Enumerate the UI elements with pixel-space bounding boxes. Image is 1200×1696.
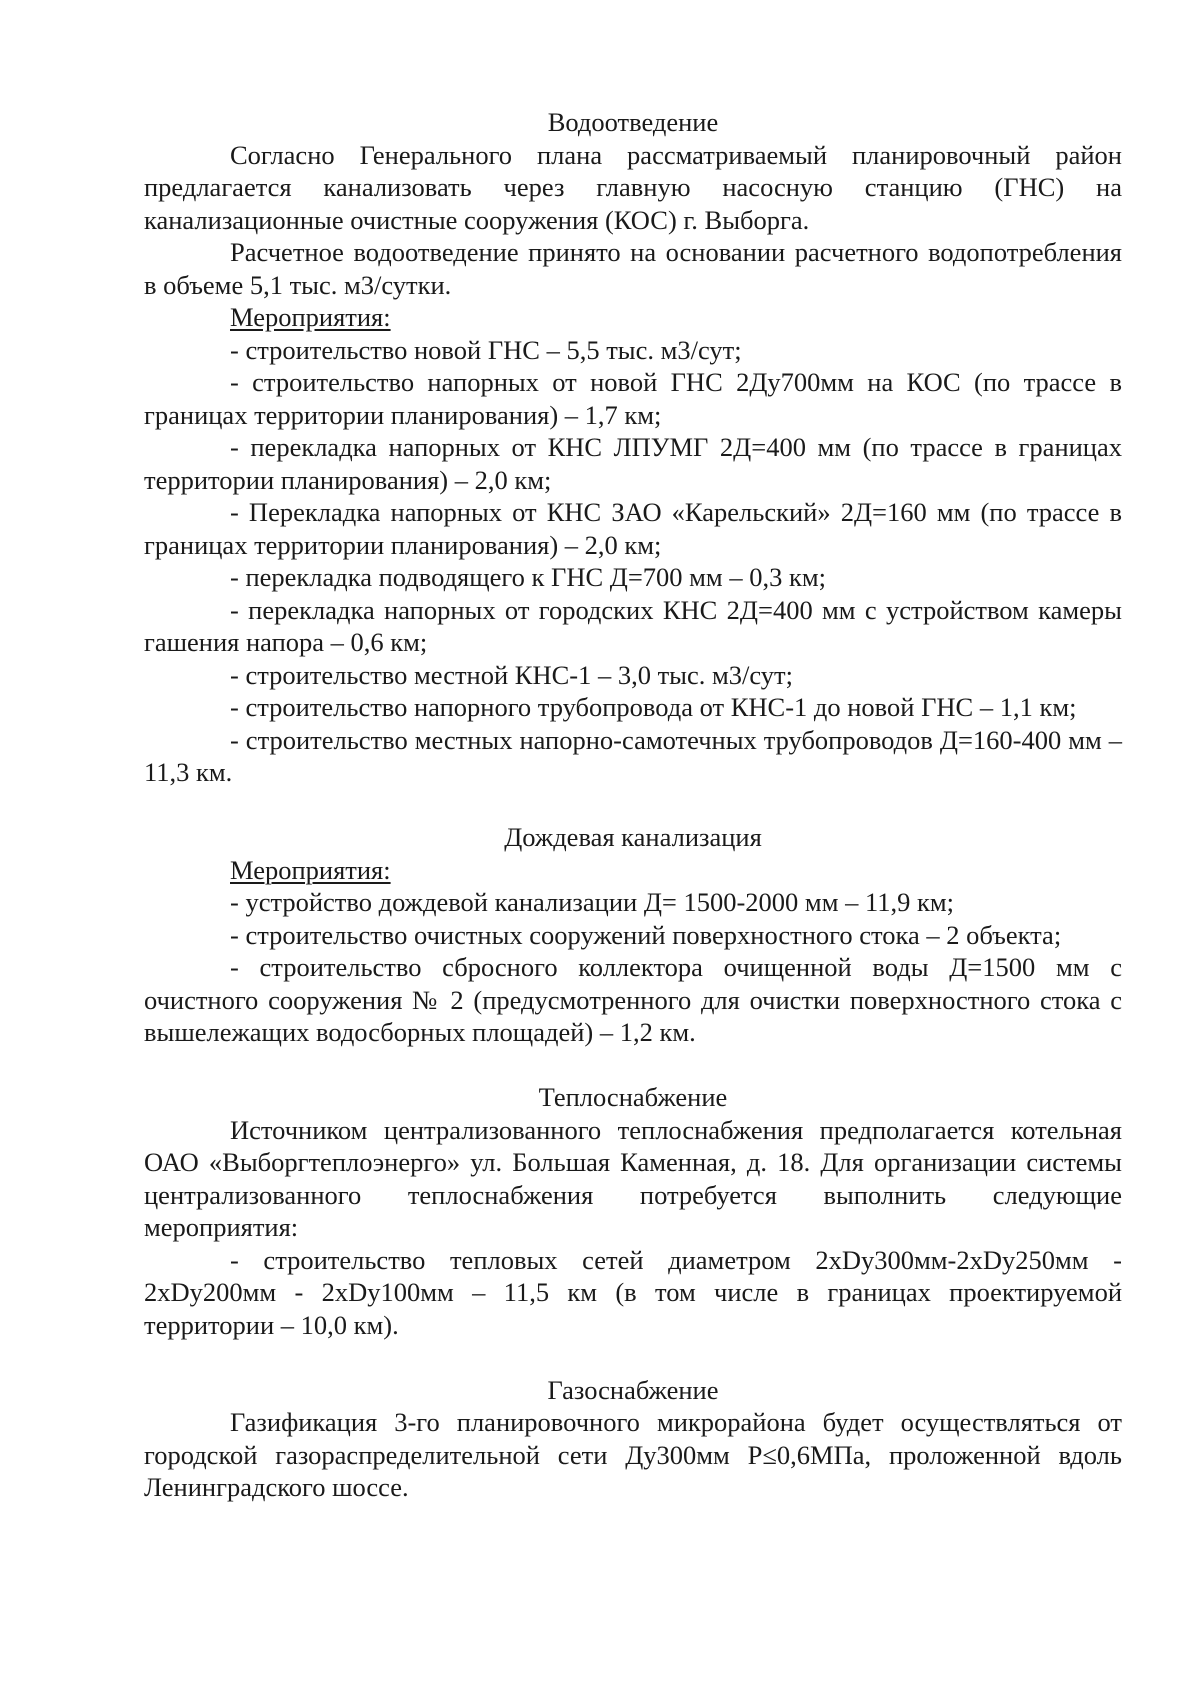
paragraph: Источником централизованного теплоснабжения предполагается котельная ОАО «Выборгтеплоэнерго» ул. Большая Каменная, д. 18. Для организации системы централизованного теплоснабжения потребуется выполнить следующие мероприятия:: [144, 1114, 1122, 1242]
list-item: - строительство тепловых сетей диаметром 2xDy300мм-2xDy250мм - 2xDy200мм - 2xDy100мм – 11,5 км (в том числе в границах проектируемой территории – 10,0 км).: [144, 1244, 1122, 1340]
section-gas-supply: [144, 1374, 1122, 1504]
section-storm-sewer: [144, 821, 1122, 1049]
paragraph: Согласно Генерального плана рассматриваемый планировочный район предлагается канализовать через главную насосную станцию (ГНС) на канализационные очистные сооружения (КОС) г. Выборга.: [144, 139, 1122, 235]
list-item: - строительство напорного трубопровода от КНС-1 до новой ГНС – 1,1 км;: [230, 692, 1077, 722]
section-heading: Дождевая канализация: [504, 822, 762, 852]
section-wastewater: [144, 106, 1122, 789]
section-heading: Водоотведение: [547, 107, 719, 137]
list-item: - Перекладка напорных от КНС ЗАО «Карельский» 2Д=160 мм (по трассе в границах территории планирования) – 2,0 км;: [144, 497, 1122, 560]
list-item: - строительство сбросного коллектора очищенной воды Д=1500 мм с очистного сооружения № 2 (предусмотренного для очистки поверхностного стока с вышележащих водосборных площадей) – 1,2 км.: [144, 952, 1122, 1047]
list-item: - строительство очистных сооружений поверхностного стока – 2 объекта;: [230, 919, 1062, 950]
paragraph: Расчетное водоотведение принято на основании расчетного водопотребления в объеме 5,1 тыс. м3/сутки.: [144, 237, 1122, 300]
list-item: - перекладка напорных от городских КНС 2Д=400 мм с устройством камеры гашения напора – 0,6 км;: [144, 594, 1122, 657]
section-heat-supply: [144, 1081, 1122, 1341]
list-item: - строительство напорных от новой ГНС 2Ду700мм на КОС (по трассе в границах территории планирования) – 1,7 км;: [144, 367, 1122, 430]
measures-label: Мероприятия:: [230, 854, 391, 885]
section-heading: Теплоснабжение: [538, 1082, 728, 1112]
paragraph: Газификация 3-го планировочного микрорайона будет осуществляться от городской газораспределительной сети Ду300мм Р≤0,6МПа, проложенной вдоль Ленинградского шоссе.: [144, 1407, 1122, 1502]
list-item: - перекладка подводящего к ГНС Д=700 мм – 0,3 км;: [230, 562, 826, 592]
list-item: - устройство дождевой канализации Д= 1500-2000 мм – 11,9 км;: [230, 887, 954, 917]
list-item: - строительство местных напорно-самотечных трубопроводов Д=160-400 мм – 11,3 км.: [144, 724, 1122, 787]
measures-label: Мероприятия:: [230, 302, 391, 332]
list-item: - строительство местной КНС-1 – 3,0 тыс. м3/сут;: [230, 659, 793, 690]
list-item: - строительство новой ГНС – 5,5 тыс. м3/сут;: [230, 334, 742, 365]
list-item: - перекладка напорных от КНС ЛПУМГ 2Д=400 мм (по трассе в границах территории планирования) – 2,0 км;: [144, 432, 1122, 495]
document-page: [144, 106, 1122, 1504]
section-heading: Газоснабжение: [547, 1374, 719, 1405]
